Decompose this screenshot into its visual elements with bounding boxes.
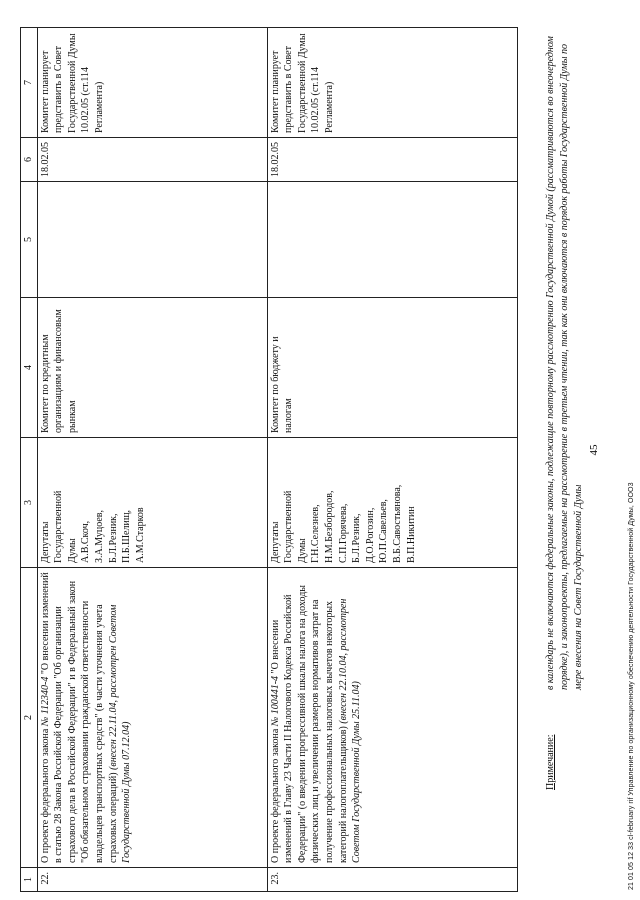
bill-description: [37, 568, 267, 868]
bill-title: О проекте федерального закона: [269, 726, 281, 863]
author-line: Г.Н.Селезнев,: [310, 504, 322, 563]
table-header-row: [21, 28, 38, 892]
author-line: З.А.Муцоев,: [93, 509, 105, 563]
bill-title: О проекте федерального закона: [39, 726, 51, 863]
page-number: 45: [588, 444, 600, 456]
author-line: Депутаты: [269, 521, 281, 563]
author-line: Н.М.Безбородов,: [323, 490, 335, 563]
bill-note: (внесен 22.11.04, рассмотрен Советом Государственной Думы 07.12.04): [107, 604, 133, 863]
author-line: В.Б.Савостьянова,: [391, 484, 403, 563]
author-line: В.П.Никитин: [405, 506, 417, 563]
author-line: Государственной: [53, 490, 65, 563]
author-line: Думы: [66, 538, 78, 563]
committee-cell: Комитет по бюджету и налогам: [267, 298, 517, 438]
author-line: Б.Л.Резник,: [351, 513, 363, 563]
row-number: 22.: [37, 868, 267, 892]
date-cell: 18.02.05: [37, 138, 267, 182]
column-header: 7: [21, 28, 38, 138]
author-line: Депутаты: [39, 521, 51, 563]
table-row: [267, 28, 517, 892]
author-line: Б.Л.Резник,: [107, 513, 119, 563]
column-header: 2: [21, 568, 38, 868]
author-line: Д.О.Рогозин,: [364, 507, 376, 563]
empty-cell: [37, 182, 267, 298]
author-line: Ю.П.Савельев,: [378, 499, 390, 563]
committee-cell: Комитет по кредитным организациям и финансовым рынкам: [37, 298, 267, 438]
column-header: 3: [21, 438, 38, 568]
bill-text: "О внесении изменений в статью 28 Закона Российской Федерации "Об организации страхового дела в Российской Федерации" и в Федеральный закон "Об обязательном страховании гражданской ответственности владельцев транспортных средств" (в части уточнения учета страховых операций): [39, 572, 119, 863]
empty-cell: [267, 182, 517, 298]
legislation-table: [20, 27, 518, 892]
note-label: Примечание:: [545, 734, 556, 790]
column-header: 4: [21, 298, 38, 438]
note-text: в календарь не включаются федеральные законы, подлежащие повторному рассмотрению Государственной Думой (рассматриваются во внеочередном порядке), и законопроекты, предлагаемые на рассмотрение в третьем чтении, так как они включаются в порядок работы Государственной Думы по мере внесения на Совет Государственной Думы: [545, 36, 584, 690]
plan-cell: Комитет планирует представить в Совет Государственной Думы 10.02.05 (ст.114 Регламента): [267, 28, 517, 138]
author-line: Думы: [296, 538, 308, 563]
bill-note: (внесен 22.10.04, рассмотрен Советом Государственной Думы 25.11.04): [337, 598, 363, 863]
authors-cell: [267, 438, 517, 568]
bill-text: "О внесении изменений в Главу 23 Части II Налогового Кодекса Российской Федерации" (о введении прогрессивной шкалы налога на доходы физических лиц и увеличении размеров нормативов затрат на получение профессиональных налоговых вычетов некоторых категорий налогоплательщиков): [269, 584, 349, 863]
footnote: [544, 30, 585, 790]
footer-metadata: 21 01 05 12 33 cl-february rif Управление по организационному обеспечению деятельности Государственной Думы, ООО3: [628, 482, 635, 890]
author-line: Государственной: [283, 490, 295, 563]
column-header: 6: [21, 138, 38, 182]
plan-cell: Комитет планирует представить в Совет Государственной Думы 10.02.05 (ст.114 Регламента): [37, 28, 267, 138]
author-line: С.П.Горячева,: [337, 503, 349, 563]
column-header: 5: [21, 182, 38, 298]
author-line: П.Б.Шелищ,: [121, 509, 133, 563]
bill-description: [267, 568, 517, 868]
authors-cell: [37, 438, 267, 568]
row-number: 23.: [267, 868, 517, 892]
column-header: 1: [21, 868, 38, 892]
table-row: [37, 28, 267, 892]
date-cell: 18.02.05: [267, 138, 517, 182]
bill-number: № 112340-4: [39, 676, 51, 727]
bill-number: № 100441-4: [269, 675, 281, 727]
author-line: А.В.Скоч,: [80, 520, 92, 563]
author-line: А.М.Старков: [134, 507, 146, 563]
